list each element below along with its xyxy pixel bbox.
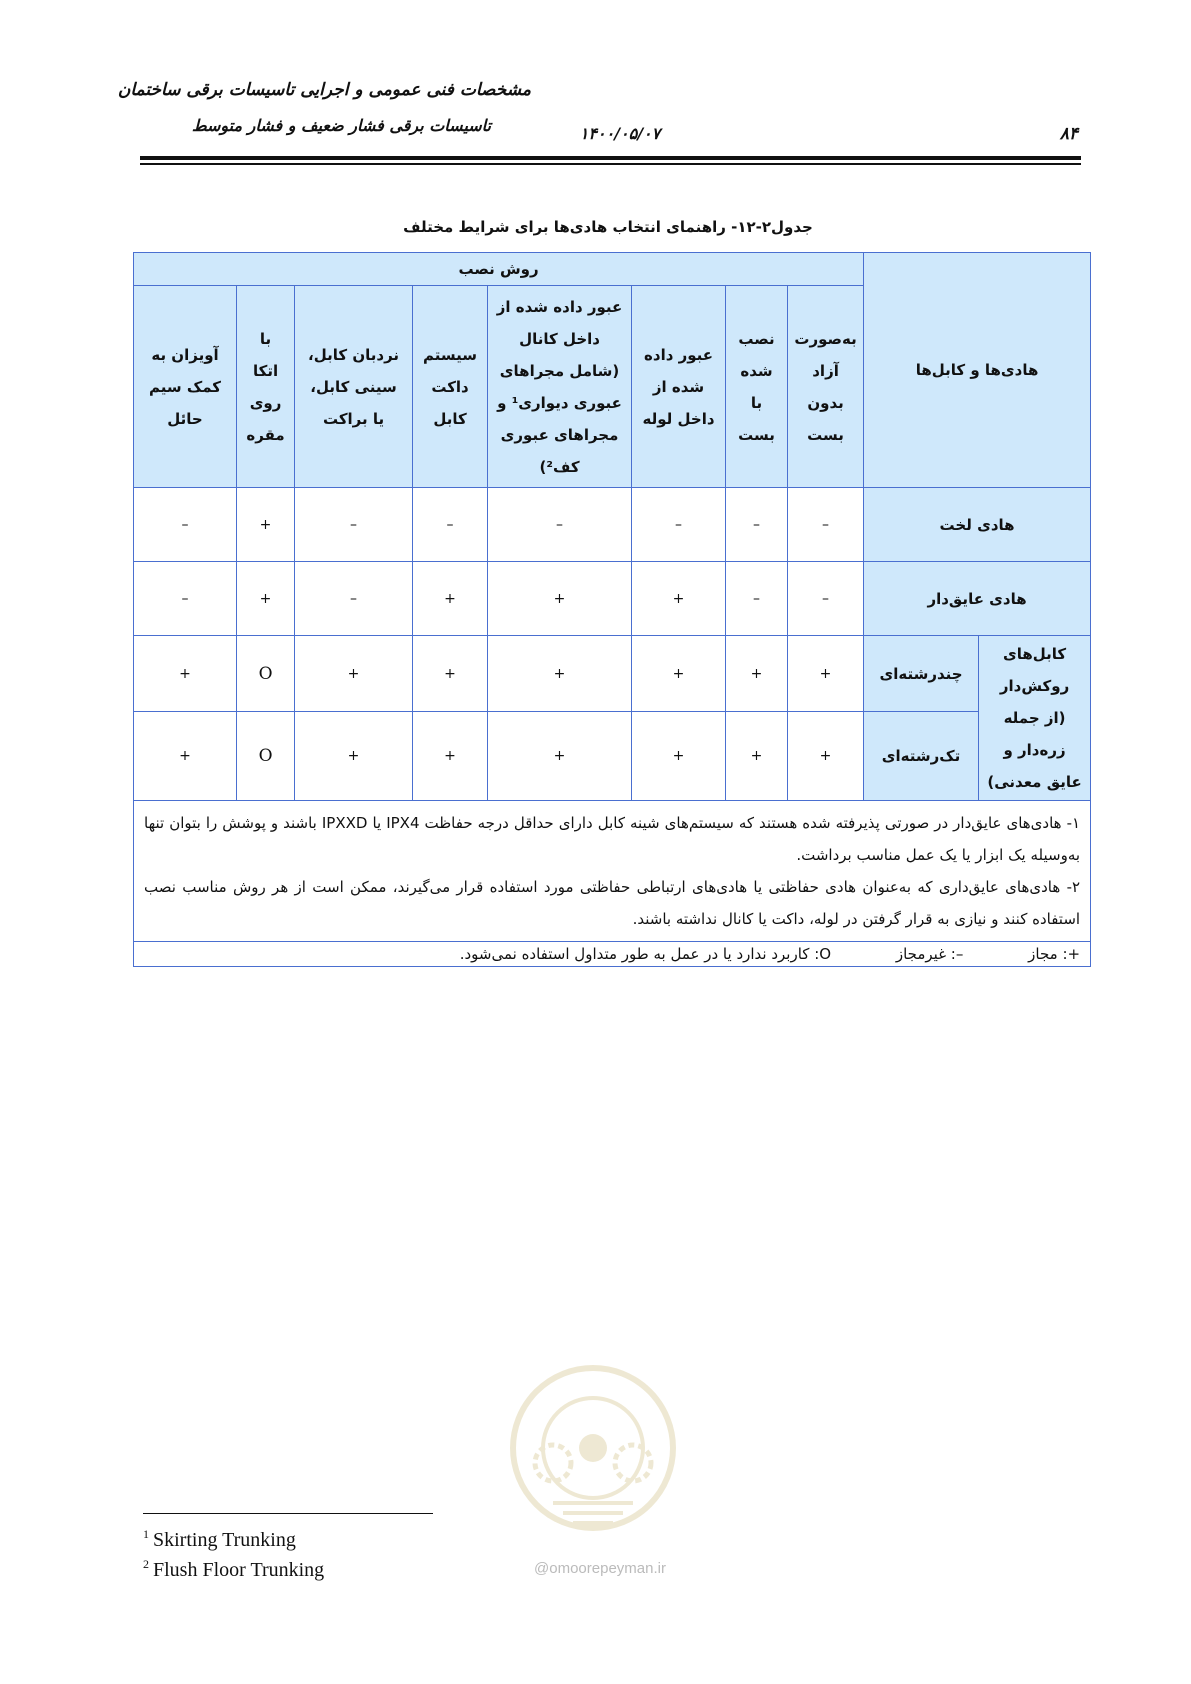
- table-cell: –: [726, 488, 788, 562]
- table-row-multicore: [134, 636, 1091, 712]
- table-cell: +: [134, 712, 237, 801]
- table-note-1: ۱- هادی‌های عایق‌دار در صورتی پذیرفته شده هستند که سیستم‌های شینه کابل دارای حداقل درجه حفاظت IPX4 یا IPXXD باشند و پوشش را بتوان تنها به‌وسیله یک ابزار یا یک عمل مناسب برداشت.: [144, 814, 1081, 864]
- col-header-cable-duct: سیستم داکت کابل: [413, 286, 488, 488]
- header-rule-thick: [140, 156, 1081, 160]
- table-cell: +: [237, 488, 295, 562]
- legend-not-applicable: O: کاربرد ندارد یا در عمل به طور متداول استفاده نمی‌شود.: [459, 945, 832, 963]
- table-cell: +: [295, 712, 413, 801]
- footnote-2: $^2$ Flush Floor Trunking: [143, 1557, 325, 1581]
- col-header-cable-tray: نردبان کابل، سینی کابل، یا براکت: [295, 286, 413, 488]
- col-header-catenary: آویزان به کمک سیم حائل: [134, 286, 237, 488]
- table-cell: +: [413, 712, 488, 801]
- table-caption: جدول۲-۱۲- راهنمای انتخاب هادی‌ها برای شرایط مختلف: [403, 218, 813, 236]
- col-header-insulators: با اتکا روی مقره: [237, 286, 295, 488]
- table-cell: –: [413, 488, 488, 562]
- col-header-free: به‌صورت آزاد بدون بست: [788, 286, 864, 488]
- row-label: چندرشته‌ای: [864, 636, 979, 712]
- table-cell: –: [295, 488, 413, 562]
- table-cell: +: [632, 562, 726, 636]
- table-cell: +: [788, 636, 864, 712]
- table-legend: [134, 942, 1091, 967]
- table-cell: +: [788, 712, 864, 801]
- table-cell: –: [726, 562, 788, 636]
- table-cell: –: [632, 488, 726, 562]
- row-label: هادی لخت: [864, 488, 1091, 562]
- table-notes-row: [134, 801, 1091, 942]
- header-title: مشخصات فنی عمومی و اجرایی تاسیسات برقی ساختمان: [117, 80, 531, 100]
- col-header-conduit: عبور داده شده از داخل لوله: [632, 286, 726, 488]
- table-cell: +: [134, 636, 237, 712]
- table-row-bare-conductor: [134, 488, 1091, 562]
- table-cell: –: [295, 562, 413, 636]
- header-rule-thin: [140, 163, 1081, 165]
- table-cell: +: [632, 636, 726, 712]
- legend-not-allowed: –: غیرمجاز: [895, 945, 964, 963]
- watermark-text: @omoorepeyman.ir: [534, 1560, 666, 1577]
- header-date: ۱۴۰۰/۰۵/۰۷: [579, 124, 661, 143]
- table-cell: +: [413, 636, 488, 712]
- conductor-selection-table: [133, 252, 1091, 967]
- table-cell: +: [237, 562, 295, 636]
- publisher-logo-watermark: [483, 1353, 703, 1553]
- table-cell: –: [788, 562, 864, 636]
- table-cell: O: [237, 636, 295, 712]
- footnote-1: $^1$ Skirting Trunking: [143, 1527, 296, 1551]
- table-legend-row: [134, 942, 1091, 967]
- table-cell: +: [726, 712, 788, 801]
- table-cell: O: [237, 712, 295, 801]
- page-number: ۸۴: [1059, 124, 1078, 144]
- row-label: هادی عایق‌دار: [864, 562, 1091, 636]
- col-header-channel: عبور داده شده از داخل کانال (شامل مجراهای عبوری دیواری¹ و مجراهای عبوری کف²): [488, 286, 632, 488]
- table-cell: –: [488, 488, 632, 562]
- row-label: تک‌رشته‌ای: [864, 712, 979, 801]
- footnote-rule: [143, 1513, 433, 1514]
- legend-allowed: +: مجاز: [1028, 945, 1081, 963]
- table-cell: +: [295, 636, 413, 712]
- table-cell: –: [788, 488, 864, 562]
- table-cell: +: [488, 636, 632, 712]
- table-note-2: ۲- هادی‌های عایق‌داری که به‌عنوان هادی حفاظتی یا هادی‌های ارتباطی حفاظتی مورد استفاده قرار می‌گیرند، ممکن است از هر روش مناسب نصب استفاده کنند و نیازی به قرار گرفتن در لوله، داکت یا کانال نداشته باشند.: [144, 878, 1081, 928]
- table-cell: –: [134, 562, 237, 636]
- table-row-insulated-conductor: [134, 562, 1091, 636]
- header-subtitle: تاسیسات برقی فشار ضعیف و فشار متوسط: [191, 116, 491, 135]
- footnotes: [143, 1522, 324, 1582]
- group-header-install-method: روش نصب: [134, 253, 864, 286]
- table-cell: +: [488, 712, 632, 801]
- table-row-single-core: [134, 712, 1091, 801]
- row-group-label-sheathed-cables: کابل‌های روکش‌دار (از جمله زره‌دار و عایق معدنی): [979, 636, 1091, 801]
- table-cell: +: [632, 712, 726, 801]
- table-cell: +: [413, 562, 488, 636]
- table-notes: [134, 801, 1091, 942]
- col-header-clipped: نصب شده با بست: [726, 286, 788, 488]
- table-cell: +: [726, 636, 788, 712]
- row-header-title: هادی‌ها و کابل‌ها: [864, 253, 1091, 488]
- table-cell: +: [488, 562, 632, 636]
- table-cell: –: [134, 488, 237, 562]
